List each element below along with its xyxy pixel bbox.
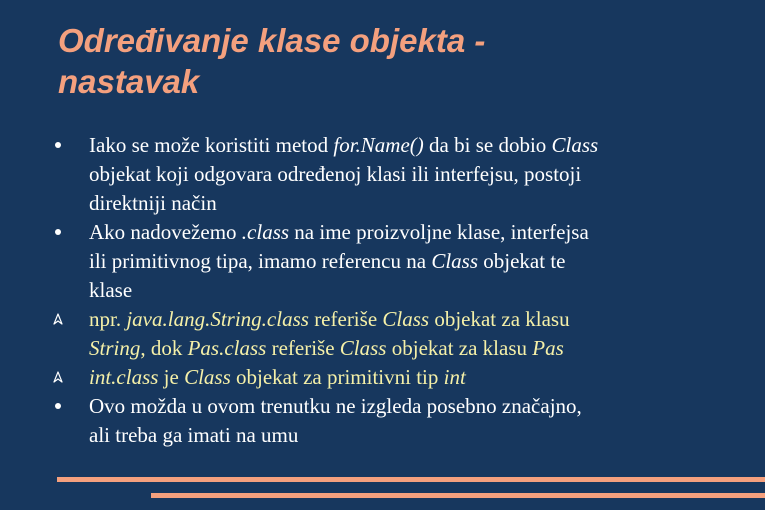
- dot-icon: [52, 139, 64, 151]
- bullet-list: [0, 131, 765, 450]
- text-run: ali treba ga imati na umu: [89, 423, 299, 447]
- bullet-line: [89, 247, 729, 276]
- compass-arrow-icon: [52, 371, 64, 383]
- text-run: Pas: [532, 336, 564, 360]
- text-run: Ako nadovežemo: [89, 220, 242, 244]
- bullet-line: [89, 421, 729, 450]
- text-run: int.class: [89, 365, 159, 389]
- text-run: String: [89, 336, 141, 360]
- bullet-item: [0, 392, 729, 450]
- text-run: referiše: [308, 307, 383, 331]
- text-run: npr.: [89, 307, 127, 331]
- dot-icon: [52, 226, 64, 238]
- bullet-line: [89, 334, 729, 363]
- slide-title: [58, 20, 738, 102]
- text-run: ili primitivnog tipa, imamo referencu na: [89, 249, 432, 273]
- text-run: Pas.class: [187, 336, 267, 360]
- text-run: Ovo možda u ovom trenutku ne izgleda posebno značajno,: [89, 394, 582, 418]
- bullet-line: [89, 218, 729, 247]
- text-run: Iako se može koristiti metod: [89, 133, 334, 157]
- slide-title-line-2: nastavak: [58, 63, 200, 100]
- compass-arrow-icon: [52, 313, 64, 325]
- text-run: da bi se dobio: [423, 133, 552, 157]
- text-run: Class: [184, 365, 231, 389]
- text-run: objekat te: [478, 249, 566, 273]
- text-run: klase: [89, 278, 133, 302]
- text-run: int: [443, 365, 466, 389]
- text-run: direktniji način: [89, 191, 217, 215]
- bullet-line: [89, 189, 729, 218]
- text-run: java.lang.String.class: [126, 307, 309, 331]
- text-run: for.Name(): [333, 133, 424, 157]
- bullet-item: [0, 218, 729, 305]
- bullet-line: [89, 131, 729, 160]
- bullet-item: [0, 131, 729, 218]
- text-run: na ime proizvoljne klase, interfejsa: [289, 220, 589, 244]
- sub-bullet-item: [0, 363, 729, 392]
- text-run: Class: [431, 249, 479, 273]
- bullet-line: [89, 363, 729, 392]
- bullet-line: [89, 160, 729, 189]
- text-run: objekat za klasu: [386, 336, 533, 360]
- text-run: objekat za primitivni tip: [230, 365, 444, 389]
- bullet-line: [89, 392, 729, 421]
- text-run: , dok: [140, 336, 188, 360]
- sub-bullet-item: [0, 305, 729, 363]
- slide-title-line-1: Određivanje klase objekta -: [58, 22, 486, 59]
- text-run: je: [158, 365, 185, 389]
- text-run: .class: [241, 220, 290, 244]
- bullet-line: [89, 305, 729, 334]
- text-run: Class: [551, 133, 599, 157]
- dot-icon: [52, 400, 64, 412]
- text-run: objekat za klasu: [429, 307, 570, 331]
- accent-bar-top: [57, 477, 765, 482]
- text-run: Class: [382, 307, 430, 331]
- text-run: referiše: [266, 336, 340, 360]
- text-run: Class: [339, 336, 387, 360]
- bullet-line: [89, 276, 729, 305]
- accent-bar-bottom: [151, 493, 765, 498]
- text-run: objekat koji odgovara određenoj klasi ili interfejsu, postoji: [89, 162, 582, 186]
